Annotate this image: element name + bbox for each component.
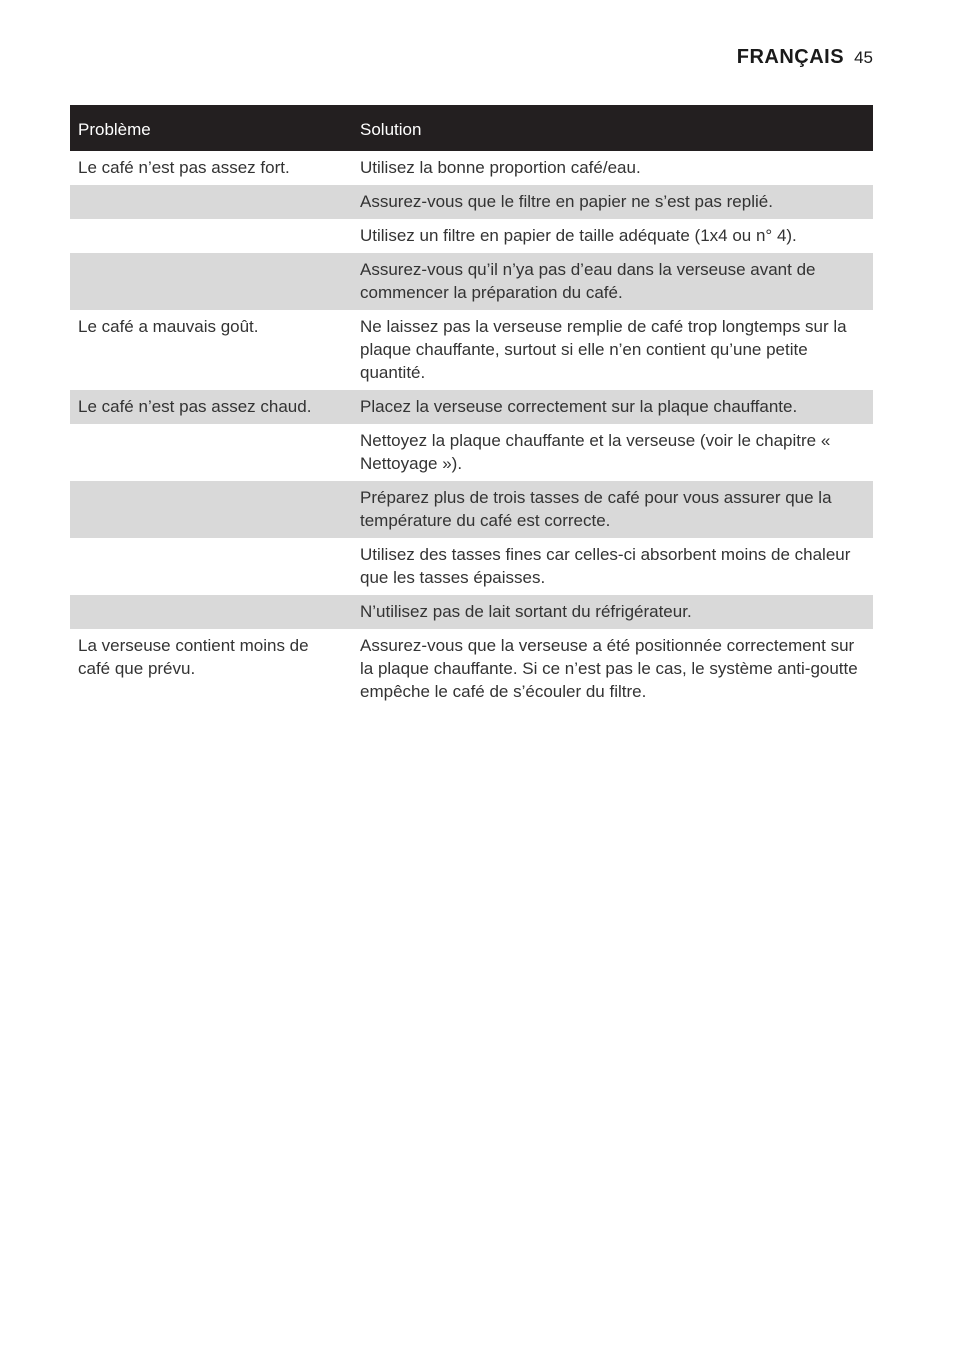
column-header-solution: Solution: [352, 105, 873, 151]
table-row: [70, 219, 873, 253]
solution-cell: Ne laissez pas la verseuse remplie de café trop longtemps sur la plaque chauffante, surtout si elle n’en contient qu’une petite quantité.: [360, 317, 847, 382]
problem-cell: Le café n’est pas assez chaud.: [70, 390, 352, 424]
table-body: [70, 151, 873, 709]
problem-cell: La verseuse contient moins de café que prévu.: [78, 636, 309, 678]
table-row: [70, 253, 873, 310]
solution-cell: Assurez-vous que le filtre en papier ne s’est pas replié.: [352, 185, 873, 219]
problem-cell: [70, 185, 352, 219]
problem-cell: [70, 481, 352, 538]
solution-cell: Utilisez des tasses fines car celles-ci absorbent moins de chaleur que les tasses épaisses.: [360, 545, 851, 587]
table-row: [70, 481, 873, 538]
table-row: [70, 538, 873, 595]
table-row: [70, 595, 873, 629]
solution-cell: Nettoyez la plaque chauffante et la verseuse (voir le chapitre « Nettoyage »).: [360, 431, 831, 473]
page-number: 45: [854, 48, 873, 67]
table-row: [70, 629, 873, 709]
table-header: [70, 105, 873, 151]
solution-cell: Assurez-vous que la verseuse a été positionnée correctement sur la plaque chauffante. Si ce n’est pas le cas, le système anti-goutte empêche le café de s’écouler du filtre.: [360, 636, 858, 701]
troubleshooting-table: [70, 105, 873, 709]
problem-cell: Le café a mauvais goût.: [78, 317, 259, 336]
column-header-problem: Problème: [70, 105, 352, 151]
problem-cell: [70, 424, 352, 481]
table-header-row: [70, 105, 873, 151]
language-label: FRANÇAIS: [736, 46, 845, 68]
solution-cell: Utilisez un filtre en papier de taille adéquate (1x4 ou n° 4).: [360, 226, 797, 245]
solution-cell: Utilisez la bonne proportion café/eau.: [360, 158, 641, 177]
table-row: [70, 424, 873, 481]
table-row: [70, 151, 873, 185]
solution-cell: Placez la verseuse correctement sur la plaque chauffante.: [352, 390, 873, 424]
problem-cell: [70, 538, 352, 595]
table-row: [70, 390, 873, 424]
solution-cell: N’utilisez pas de lait sortant du réfrigérateur.: [352, 595, 873, 629]
problem-cell: [70, 253, 352, 310]
problem-cell: [70, 219, 352, 253]
solution-cell: Assurez-vous qu’il n’ya pas d’eau dans la verseuse avant de commencer la préparation du café.: [352, 253, 873, 310]
table-row: [70, 185, 873, 219]
problem-cell: [70, 595, 352, 629]
page-header: [737, 46, 873, 69]
problem-cell: Le café n’est pas assez fort.: [78, 158, 290, 177]
solution-cell: Préparez plus de trois tasses de café pour vous assurer que la température du café est correcte.: [352, 481, 873, 538]
table-row: [70, 310, 873, 390]
